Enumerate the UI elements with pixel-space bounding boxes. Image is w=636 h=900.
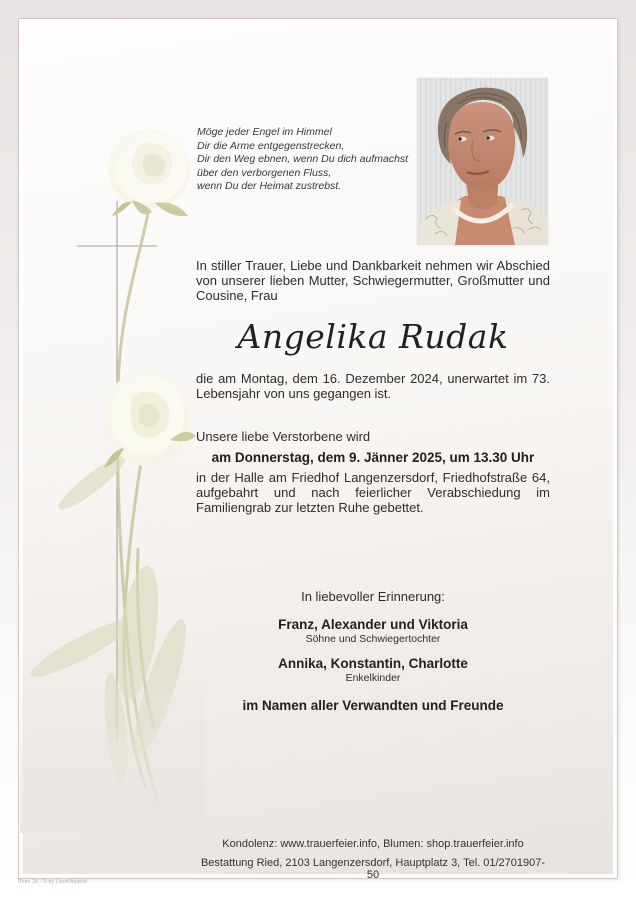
footer — [196, 838, 550, 881]
portrait-photo — [417, 78, 548, 245]
rose-bloom-lower — [104, 370, 196, 468]
obituary-intro: In stiller Trauer, Liebe und Dankbarkeit nehmen wir Abschied von unserer lieben Mutter, Schwiegermutter, Großmutter und Cousine, Frau — [196, 258, 550, 303]
poem-line: Dir den Weg ebnen, wenn Du dich aufmachst — [197, 153, 409, 166]
poem-line: über den verborgenen Fluss, — [197, 166, 332, 179]
mourner-relation: Enkelkinder — [345, 672, 401, 684]
rose-bloom-top — [108, 129, 190, 216]
obituary-body — [196, 258, 550, 515]
funeral-intro: Unsere liebe Verstorbene wird — [196, 429, 371, 444]
remembrance-section — [196, 589, 550, 713]
mourner-relation: Söhne und Schwiegertochter — [305, 633, 441, 645]
mourner-names: Annika, Konstantin, Charlotte — [278, 656, 468, 671]
funeral-datetime: am Donnerstag, dem 9. Jänner 2025, um 13.30 Uhr — [211, 450, 535, 465]
death-info: die am Montag, dem 16. Dezember 2024, unerwartet im 73. Lebensjahr von uns gegangen ist. — [196, 371, 550, 401]
image-credit: Rose 15 - © by Lisch/Austria — [18, 879, 88, 885]
poem-line: Möge jeder Engel im Himmel — [197, 126, 332, 138]
undertaker-info: Bestattung Ried, 2103 Langenzersdorf, Hauptplatz 3, Tel. 01/2701907-50 — [200, 857, 546, 881]
funeral-details: in der Halle am Friedhof Langenzersdorf, Friedhofstraße 64, aufgebahrt und nach feierlicher Verabschiedung im Familiengrab zur letzten Ruhe gebettet. — [196, 470, 550, 515]
remembrance-heading: In liebevoller Erinnerung: — [301, 589, 445, 604]
mourner-names: Franz, Alexander und Viktoria — [278, 617, 468, 632]
poem — [197, 126, 427, 194]
poem-line: wenn Du der Heimat zustrebst. — [197, 180, 342, 193]
deceased-name: Angelika Rudak — [237, 317, 509, 356]
remembrance-closing: im Namen aller Verwandten und Freunde — [242, 698, 504, 713]
poem-line: Dir die Arme entgegenstrecken, — [197, 139, 345, 152]
white-roses-image — [20, 88, 205, 833]
condolence-info: Kondolenz: www.trauerfeier.info, Blumen: shop.trauerfeier.info — [222, 838, 524, 850]
